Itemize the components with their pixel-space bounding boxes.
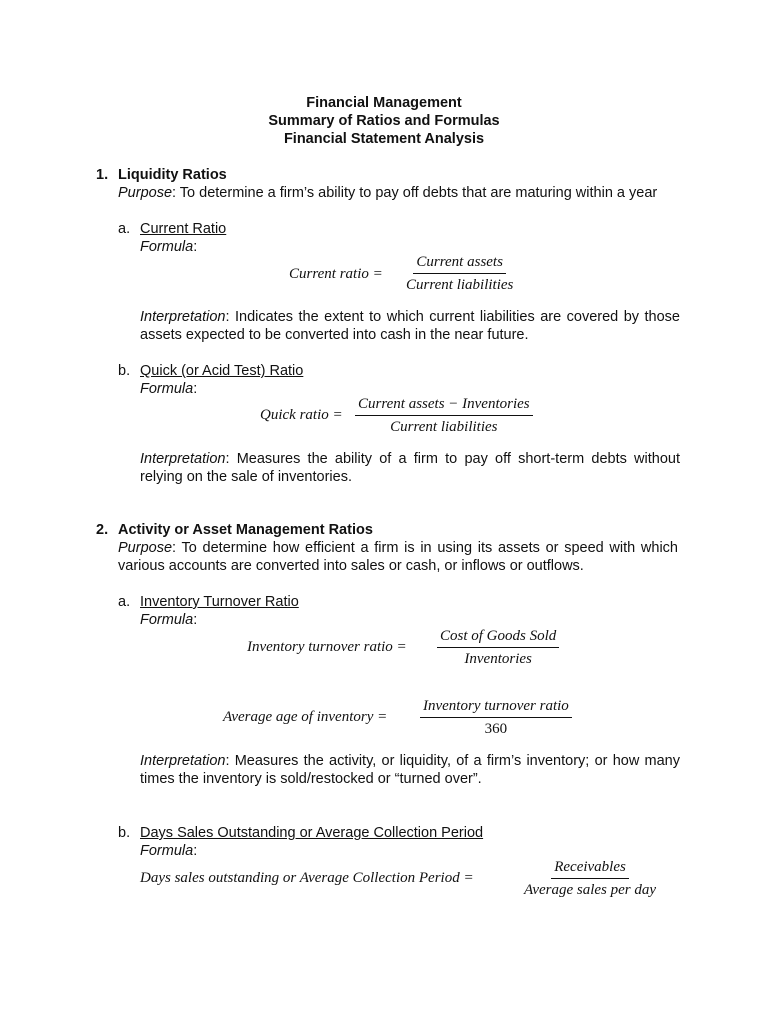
item-2b-formula-label: Formula:: [140, 843, 198, 859]
item-1a-fraction: [403, 253, 516, 294]
section-1-purpose: [118, 184, 657, 202]
item-2a-title: Inventory Turnover Ratio: [140, 594, 299, 610]
item-1b-letter: b.: [118, 363, 131, 379]
item-2b-fraction: [521, 858, 659, 899]
section-1-number: 1.: [96, 167, 109, 183]
doc-subtitle: Summary of Ratios and Formulas: [268, 113, 500, 129]
item-1b-formula-label: Formula:: [140, 381, 198, 397]
purpose-text: : To determine a firm’s ability to pay off debts that are maturing within a year: [172, 185, 658, 201]
section-2-number: 2.: [96, 522, 109, 538]
fraction-denominator: Current liabilities: [390, 419, 498, 435]
item-2a-formula-label: Formula:: [140, 612, 198, 628]
item-1a-formula-lhs: Current ratio =: [289, 266, 383, 282]
fraction-numerator: Inventory turnover ratio: [420, 697, 572, 718]
doc-subtitle-2: Financial Statement Analysis: [283, 131, 485, 147]
item-2a-formula-lhs: Inventory turnover ratio =: [247, 639, 407, 655]
item-2a-formula2-lhs: Average age of inventory =: [223, 709, 388, 725]
fraction-numerator: Receivables: [551, 858, 629, 879]
fraction-numerator: Cost of Goods Sold: [437, 627, 559, 648]
item-1b-title: Quick (or Acid Test) Ratio: [140, 363, 304, 379]
item-1a-formula-label: Formula:: [140, 239, 198, 255]
purpose-label: Purpose: [118, 185, 173, 201]
section-1-title: Liquidity Ratios: [118, 167, 227, 183]
section-2-title: Activity or Asset Management Ratios: [118, 522, 373, 538]
fraction-denominator: 360: [484, 721, 508, 737]
fraction-denominator: Average sales per day: [524, 882, 657, 898]
item-1b-formula-lhs: Quick ratio =: [260, 407, 343, 423]
item-1b-fraction: [355, 395, 533, 436]
fraction-numerator: Current assets: [413, 253, 506, 274]
item-1a-interpretation: Interpretation: Indicates the extent to which current liabilities are covered by those assets expected to be converted into cash in the near future.: [140, 309, 680, 343]
fraction-denominator: Current liabilities: [406, 277, 514, 293]
item-2a-interpretation: Interpretation: Measures the activity, or liquidity, of a firm’s inventory; or how many times the inventory is sold/restocked or “turned over”.: [140, 753, 680, 787]
item-1b-interpretation: Interpretation: Measures the ability of a firm to pay off short-term debts without relying on the sale of inventories.: [140, 451, 680, 485]
item-2b-letter: b.: [118, 825, 131, 841]
item-2b-formula-lhs: Days sales outstanding or Average Collection Period =: [140, 870, 474, 886]
item-2a-letter: a.: [118, 594, 131, 610]
fraction-numerator: Current assets − Inventories: [355, 395, 533, 416]
fraction-denominator: Inventories: [464, 651, 532, 667]
item-1a-letter: a.: [118, 221, 131, 237]
item-2a-fraction: [437, 627, 559, 668]
item-2a-fraction-2: [420, 697, 572, 738]
section-2-purpose: Purpose: To determine how efficient a firm is in using its assets or speed with which various accounts are converted into sales or cash, or inflows or outflows.: [118, 540, 678, 574]
item-1a-title: Current Ratio: [140, 221, 227, 237]
doc-title: Financial Management: [306, 95, 462, 111]
item-2b-title: Days Sales Outstanding or Average Collection Period: [140, 825, 484, 841]
